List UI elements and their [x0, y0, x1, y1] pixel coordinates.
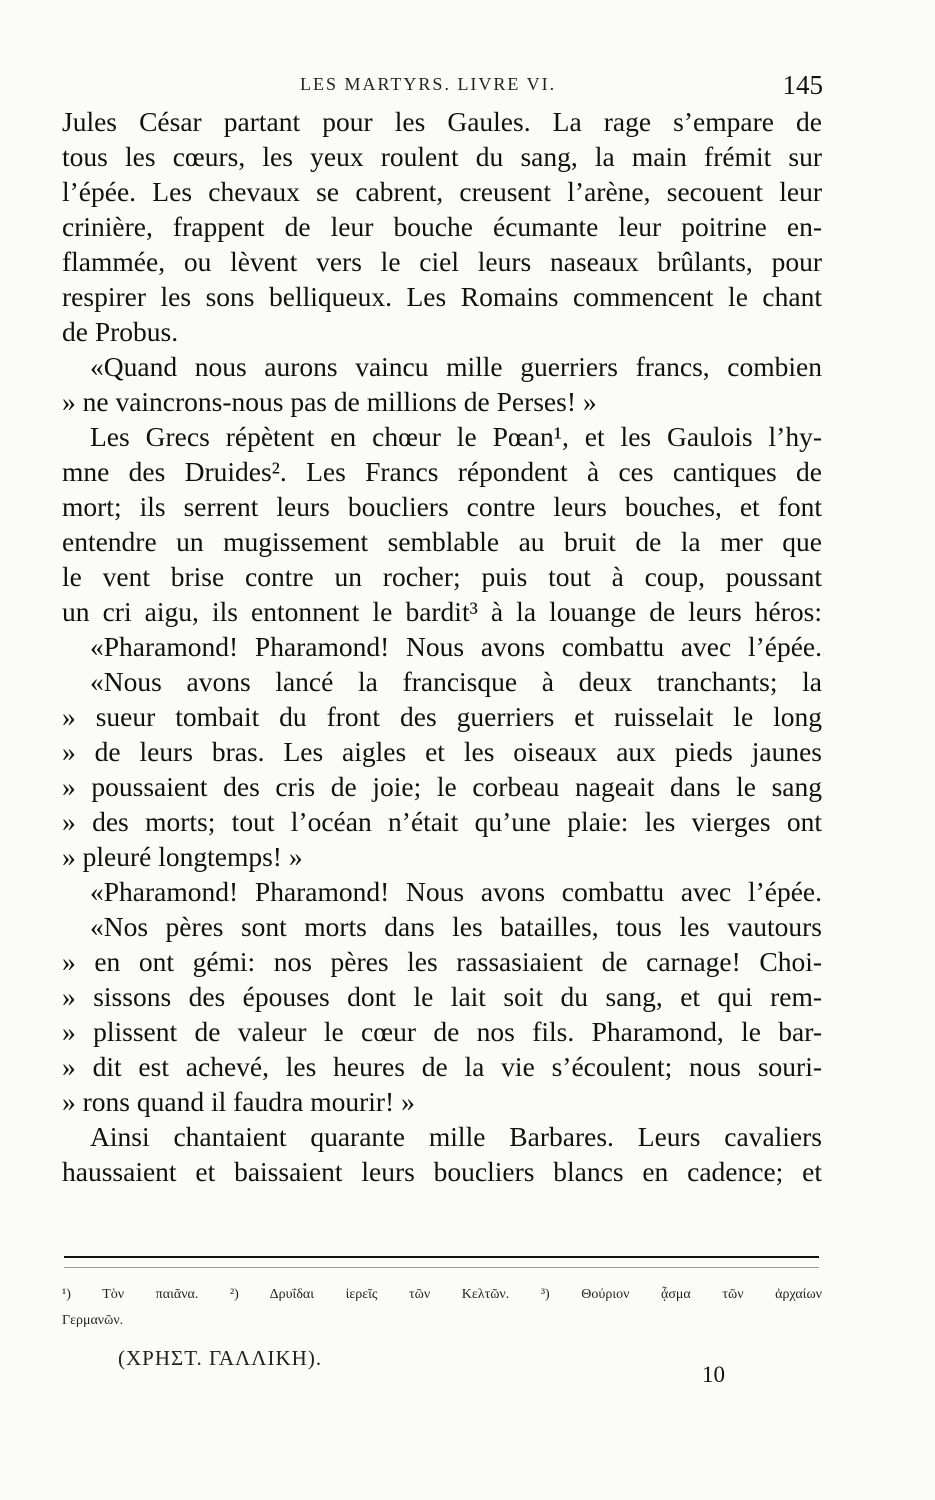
text-line: Ainsi chantaient quarante mille Barbares. Leurs cavaliers — [90, 1121, 822, 1152]
text-line: «Nous avons lancé la francisque à deux tranchants; la — [90, 666, 822, 697]
text-line: l’épée. Les chevaux se cabrent, creusent l’arène, secouent leur — [62, 176, 822, 207]
text-line: «Pharamond! Pharamond! Nous avons combattu avec l’épée. — [90, 876, 822, 907]
text-line: » plissent de valeur le cœur de nos fils. Pharamond, le bar- — [62, 1016, 822, 1047]
text-line: «Quand nous aurons vaincu mille guerriers francs, combien — [90, 351, 822, 382]
main-text — [62, 104, 822, 1189]
page-number: 145 — [782, 70, 823, 100]
footnote-line: Γερμανῶν. — [62, 1313, 124, 1328]
text-line: » pleuré longtemps! » — [62, 841, 303, 872]
footnote-rule-shadow — [64, 1267, 819, 1268]
text-line: mort; ils serrent leurs boucliers contre leurs bouches, et font — [62, 491, 822, 522]
signature-mark: (ΧΡΗΣΤ. ΓΑΛΛΙΚΗ). — [118, 1346, 323, 1370]
text-line: crinière, frappent de leur bouche écumante leur poitrine en- — [62, 211, 822, 242]
text-line: » ne vaincrons-nous pas de millions de Perses! » — [62, 386, 597, 417]
text-line: » poussaient des cris de joie; le corbeau nageait dans le sang — [62, 771, 822, 802]
text-line: tous les cœurs, les yeux roulent du sang, la main frémit sur — [62, 141, 822, 172]
text-line: Les Grecs répètent en chœur le Pœan¹, et les Gaulois l’hy- — [90, 421, 822, 452]
text-line: le vent brise contre un rocher; puis tout à coup, poussant — [62, 561, 822, 592]
text-line: » dit est achevé, les heures de la vie s’écoulent; nous souri- — [62, 1051, 822, 1082]
text-line: entendre un mugissement semblable au bruit de la mer que — [62, 526, 822, 557]
text-line: un cri aigu, ils entonnent le bardit³ à la louange de leurs héros: — [62, 596, 822, 627]
text-line: respirer les sons belliqueux. Les Romains commencent le chant — [62, 281, 822, 312]
text-line: » sueur tombait du front des guerriers et ruisselait le long — [62, 701, 822, 732]
text-line: mne des Druides². Les Francs répondent à ces cantiques de — [62, 456, 822, 487]
text-line: Jules César partant pour les Gaules. La rage s’empare de — [62, 106, 822, 137]
text-line: » rons quand il faudra mourir! » — [62, 1086, 415, 1117]
text-line: flammée, ou lèvent vers le ciel leurs naseaux brûlants, pour — [62, 246, 822, 277]
text-line: «Nos pères sont morts dans les batailles, tous les vautours — [90, 911, 822, 942]
text-line: haussaient et baissaient leurs boucliers blancs en cadence; et — [62, 1156, 822, 1187]
text-line: » de leurs bras. Les aigles et les oiseaux aux pieds jaunes — [62, 736, 822, 767]
page-header — [0, 70, 935, 100]
footnotes — [62, 1282, 822, 1334]
running-head: LES MARTYRS. LIVRE VI. — [300, 74, 557, 94]
text-line: de Probus. — [62, 316, 179, 347]
footnote-line: ¹) Τὸν παιᾶνα. ²) Δρυΐδαι ἱερεῖς τῶν Κελτῶν. ³) Θούριον ᾆσμα τῶν ἀρχαίων — [62, 1287, 822, 1302]
text-line: » en ont gémi: nos pères les rassasiaient de carnage! Choi- — [62, 946, 822, 977]
sheet-number: 10 — [702, 1362, 725, 1387]
text-line: » sissons des épouses dont le lait soit du sang, et qui rem- — [62, 981, 822, 1012]
text-line: «Pharamond! Pharamond! Nous avons combattu avec l’épée. — [90, 631, 822, 662]
text-line: » des morts; tout l’océan n’était qu’une plaie: les vierges ont — [62, 806, 822, 837]
footnote-rule — [64, 1256, 819, 1258]
